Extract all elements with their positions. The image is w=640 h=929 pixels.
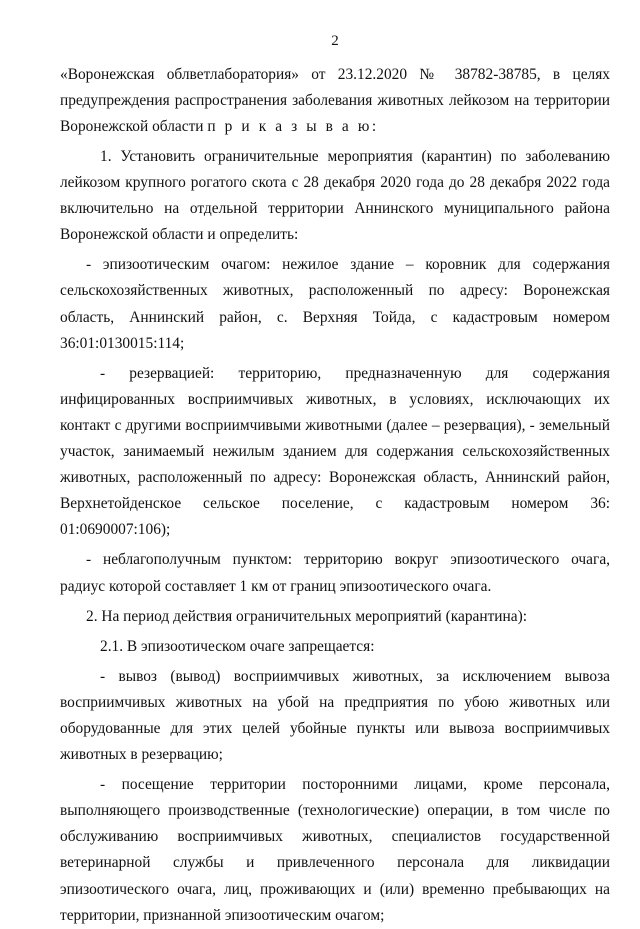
paragraph-epizootic-focus: - эпизоотическим очагом: нежилое здание – коровник для содержания сельскохозяйственных животных, расположенный по адресу: Воронежская область, Аннинский район, с. Верхняя Тойда, с кадастровым номером 36:01:0130015:114; [60,256,610,352]
paragraph-item-2: 2. На период действия ограничительных мероприятий (карантина): [86,607,528,625]
paragraph-unfavorable-point: - неблагополучным пунктом: территорию вокруг эпизоотического очага, радиус которой составляет 1 км от границ эпизоотического очага. [60,551,610,595]
paragraph-removal-ban: - вывоз (вывод) восприимчивых животных, за исключением вывоза восприимчивых животных на убой на предприятия по убою животных или оборудованные для этих целей убойные пункты или вывоза восприимчивых животных в резервацию; [60,667,610,764]
paragraph-item-2-1: 2.1. В эпизоотическом очаге запрещается: [100,637,375,655]
paragraph-intro [60,62,610,140]
paragraph-visit-ban: - посещение территории посторонними лицами, кроме персонала, выполняющего производственные (технологические) операции, в том числе по обслуживанию восприимчивых животных, специалистов государственной ветеринарной службы и привлеченного персонала для ликвидации эпизоотического очага, лиц, проживающих и (или) временно пребывающих на территории, признанной эпизоотическим очагом; [60,776,610,924]
document-page [60,28,610,929]
order-word: п р и к а з ы в а ю: [207,118,379,136]
paragraph-item-1: 1. Установить ограничительные мероприятия (карантин) по заболеванию лейкозом крупного рогатого скота с 28 декабря 2020 года до 28 декабря 2022 года включительно на отдельной территории Аннинского муниципального района Воронежской области и определить: [60,148,610,244]
paragraph-reservation: - резервацией: территорию, предназначенную для содержания инфицированных восприимчивых животных, в условиях, исключающих их контакт с другими восприимчивыми животными (далее – резервация), - земельный участок, занимаемый нежилым зданием для содержания сельскохозяйственных животных, расположенный по адресу: Воронежская область, Аннинский район, Верхнетойденское сельское поселение, с кадастровым номером 36: 01:0690007:106); [60,364,610,539]
intro-text: «Воронежская облветлаборатория» от 23.12.2020 № 38782-38785, в целях предупреждения распространения заболевания животных лейкозом на территории Воронежской области [60,66,610,136]
page-number: 2 [331,33,339,49]
